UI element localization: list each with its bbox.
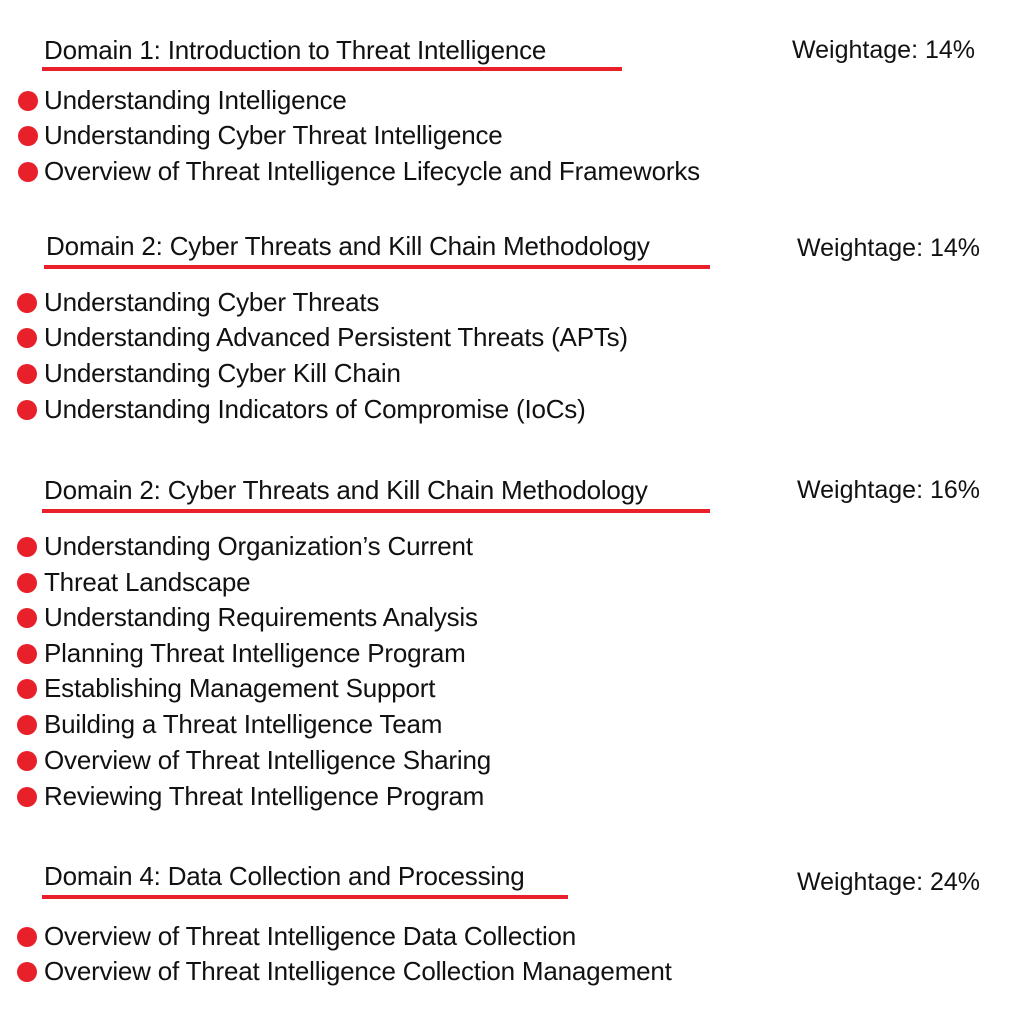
list-item-label: Building a Threat Intelligence Team (44, 709, 443, 739)
bullet-icon (17, 293, 37, 313)
list-item (0, 919, 1024, 953)
title-underline (42, 509, 710, 513)
domain-title: Domain 2: Cyber Threats and Kill Chain Methodology (46, 231, 650, 261)
bullet-icon (17, 927, 37, 947)
list-item (0, 118, 1024, 152)
bullet-icon (17, 679, 37, 699)
list-item-label: Establishing Management Support (44, 673, 436, 703)
list-item-label: Overview of Threat Intelligence Collection Management (44, 956, 672, 986)
list-item-label: Reviewing Threat Intelligence Program (44, 781, 485, 811)
list-item-label: Overview of Threat Intelligence Sharing (44, 745, 491, 775)
list-item-label: Planning Threat Intelligence Program (44, 638, 466, 668)
bullet-icon (17, 400, 37, 420)
list-item-label: Understanding Indicators of Compromise (IoCs) (44, 394, 586, 424)
list-item (0, 529, 1024, 563)
list-item-label: Understanding Cyber Kill Chain (44, 358, 401, 388)
list-item-label: Understanding Organization’s Current (44, 531, 473, 561)
list-item (0, 154, 1024, 188)
weightage-label: Weightage: 16% (797, 476, 980, 504)
bullet-icon (17, 573, 37, 593)
bullet-icon (17, 364, 37, 384)
list-item-label: Overview of Threat Intelligence Lifecycle and Frameworks (44, 156, 700, 186)
bullet-icon (17, 962, 37, 982)
list-item (0, 600, 1024, 634)
list-item (0, 285, 1024, 319)
bullet-icon (17, 608, 37, 628)
list-item-label: Overview of Threat Intelligence Data Collection (44, 921, 577, 951)
bullet-icon (17, 751, 37, 771)
weightage-label: Weightage: 14% (792, 36, 975, 64)
bullet-icon (17, 537, 37, 557)
list-item (0, 320, 1024, 354)
title-underline (44, 265, 710, 269)
list-item-label: Understanding Cyber Threat Intelligence (44, 120, 503, 150)
list-item-label: Understanding Advanced Persistent Threats (APTs) (44, 322, 628, 352)
list-item-label: Understanding Cyber Threats (44, 287, 380, 317)
list-item-label: Understanding Intelligence (44, 85, 347, 115)
list-item (0, 636, 1024, 670)
list-item (0, 671, 1024, 705)
list-item-label: Threat Landscape (44, 567, 251, 597)
list-item-label: Understanding Requirements Analysis (44, 602, 478, 632)
bullet-icon (18, 162, 38, 182)
list-item (0, 392, 1024, 426)
list-item (0, 565, 1024, 599)
list-item (0, 743, 1024, 777)
list-item (0, 707, 1024, 741)
bullet-icon (18, 126, 38, 146)
domain-title: Domain 1: Introduction to Threat Intelligence (44, 35, 547, 65)
weightage-label: Weightage: 24% (797, 868, 980, 896)
title-underline (42, 67, 622, 71)
list-item (0, 356, 1024, 390)
domain-title: Domain 2: Cyber Threats and Kill Chain Methodology (44, 475, 648, 505)
bullet-icon (17, 715, 37, 735)
bullet-icon (17, 328, 37, 348)
bullet-icon (18, 91, 38, 111)
list-item (0, 83, 1024, 117)
list-item (0, 779, 1024, 813)
title-underline (42, 895, 568, 899)
bullet-icon (17, 644, 37, 664)
list-item (0, 954, 1024, 988)
bullet-icon (17, 787, 37, 807)
domain-title: Domain 4: Data Collection and Processing (44, 861, 525, 891)
weightage-label: Weightage: 14% (797, 234, 980, 262)
